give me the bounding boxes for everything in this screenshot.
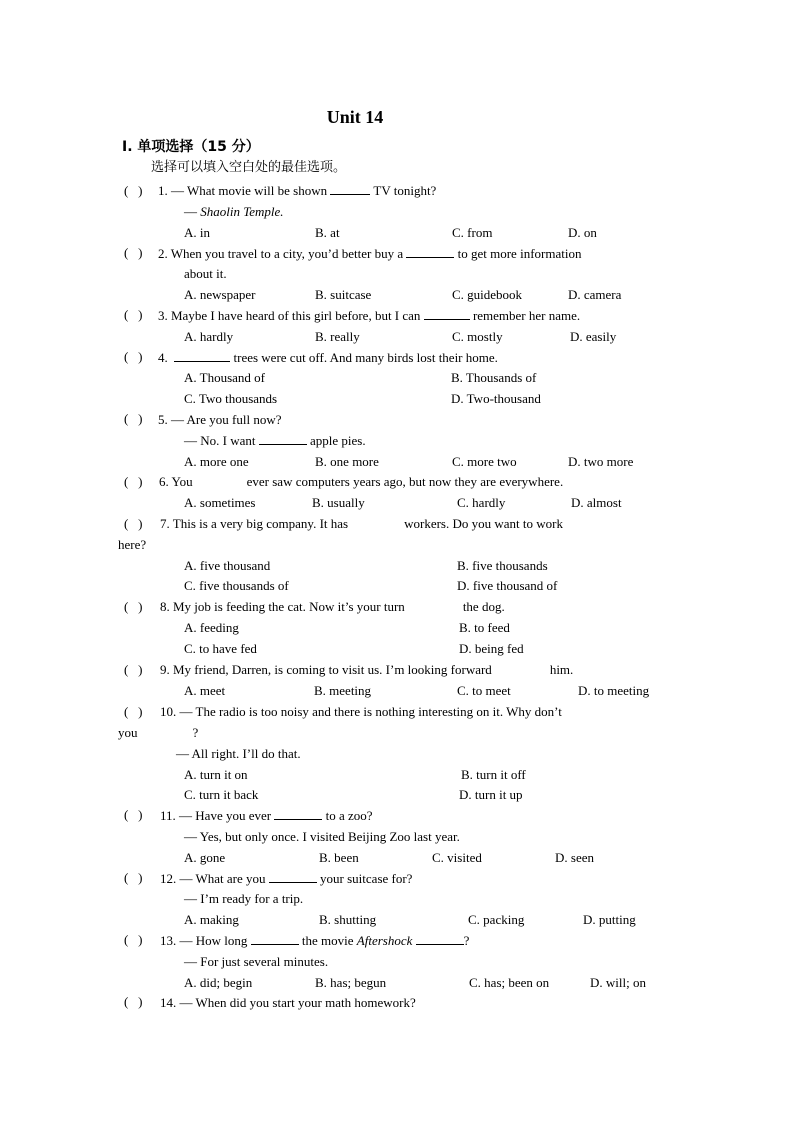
blank <box>251 933 299 945</box>
q9-option-d: D. to meeting <box>578 683 650 698</box>
q10-option-c: C. turn it back <box>184 787 259 802</box>
question-14: 14. — When did you start your math homework? <box>160 995 416 1010</box>
q9-option-c: C. to meet <box>457 683 511 698</box>
answer-paren-10[interactable]: ( ) <box>124 704 143 719</box>
q5-option-a: A. more one <box>184 454 249 469</box>
q6-option-b: B. usually <box>312 495 365 510</box>
answer-paren-2[interactable]: ( ) <box>124 245 143 260</box>
blank <box>330 183 370 195</box>
q13-option-d: D. will; on <box>590 975 646 990</box>
q2-continuation: about it. <box>184 266 227 281</box>
q9-option-a: A. meet <box>184 683 226 698</box>
q7-option-b: B. five thousands <box>457 558 548 573</box>
page-title: Unit 14 <box>326 107 384 127</box>
blank <box>424 308 470 320</box>
answer-paren-1[interactable]: ( ) <box>124 183 143 198</box>
q4-option-b: B. Thousands of <box>451 370 537 385</box>
q12-option-c: C. packing <box>468 912 525 927</box>
question-3: 3. Maybe I have heard of this girl before, but I can remember her name. <box>158 308 581 323</box>
question-13: 13. — How long the movie Aftershock ? <box>160 933 470 948</box>
q13-reply: — For just several minutes. <box>184 954 329 969</box>
answer-paren-3[interactable]: ( ) <box>124 307 143 322</box>
q11-reply: — Yes, but only once. I visited Beijing Zoo last year. <box>184 829 460 844</box>
section-heading: Ⅰ. 单项选择（15 分） <box>122 139 260 155</box>
q6-option-d: D. almost <box>571 495 622 510</box>
answer-paren-7[interactable]: ( ) <box>124 516 143 531</box>
q1-option-c: C. from <box>452 225 493 240</box>
q2-option-a: A. newspaper <box>184 287 256 302</box>
q7-option-d: D. five thousand of <box>457 578 558 593</box>
q1-reply: — Shaolin Temple. <box>184 204 284 219</box>
q2-option-c: C. guidebook <box>452 287 523 302</box>
q1-option-b: B. at <box>315 225 340 240</box>
blank <box>174 350 230 362</box>
q11-option-a: A. gone <box>184 850 226 865</box>
question-12: 12. — What are you your suitcase for? <box>160 871 413 886</box>
q11-option-c: C. visited <box>432 850 482 865</box>
q12-reply: — I’m ready for a trip. <box>184 891 304 906</box>
question-2: 2. When you travel to a city, you’d better buy a to get more information <box>158 246 582 261</box>
q12-option-d: D. putting <box>583 912 636 927</box>
q7-option-c: C. five thousands of <box>184 578 289 593</box>
answer-paren-8[interactable]: ( ) <box>124 599 143 614</box>
blank <box>259 433 307 445</box>
q5-option-b: B. one more <box>315 454 379 469</box>
question-5: 5. — Are you full now? <box>158 412 282 427</box>
q8-option-d: D. being fed <box>459 641 524 656</box>
question-8: 8. My job is feeding the cat. Now it’s your turn the dog. <box>160 599 505 614</box>
question-4: 4. trees were cut off. And many birds lost their home. <box>158 350 498 365</box>
q10-option-a: A. turn it on <box>184 767 248 782</box>
q2-option-d: D. camera <box>568 287 622 302</box>
q3-option-d: D. easily <box>570 329 617 344</box>
question-10: 10. — The radio is too noisy and there is nothing interesting on it. Why don’t <box>160 704 562 719</box>
question-11: 11. — Have you ever to a zoo? <box>160 808 373 823</box>
q8-option-c: C. to have fed <box>184 641 257 656</box>
q3-option-b: B. really <box>315 329 360 344</box>
q6-option-a: A. sometimes <box>184 495 256 510</box>
question-9: 9. My friend, Darren, is coming to visit us. I’m looking forward him. <box>160 662 574 677</box>
answer-paren-9[interactable]: ( ) <box>124 662 143 677</box>
q7-option-a: A. five thousand <box>184 558 271 573</box>
q12-option-a: A. making <box>184 912 239 927</box>
answer-paren-6[interactable]: ( ) <box>124 474 143 489</box>
q3-option-a: A. hardly <box>184 329 234 344</box>
blank <box>406 246 454 258</box>
q10-option-d: D. turn it up <box>459 787 523 802</box>
section-instruction: 选择可以填入空白处的最佳选项。 <box>151 160 347 175</box>
answer-paren-4[interactable]: ( ) <box>124 349 143 364</box>
q10-reply: — All right. I’ll do that. <box>176 746 301 761</box>
q4-option-d: D. Two-thousand <box>451 391 541 406</box>
q10-option-b: B. turn it off <box>461 767 526 782</box>
q13-option-b: B. has; begun <box>315 975 387 990</box>
blank <box>274 808 322 820</box>
q3-option-c: C. mostly <box>452 329 503 344</box>
q7-continuation: here? <box>118 537 147 552</box>
blank <box>416 933 464 945</box>
q2-option-b: B. suitcase <box>315 287 372 302</box>
question-1: 1. — What movie will be shown TV tonight? <box>158 183 437 198</box>
blank <box>269 871 317 883</box>
q1-option-a: A. in <box>184 225 210 240</box>
question-6: 6. You ever saw computers years ago, but now they are everywhere. <box>159 474 564 489</box>
q10-continuation: you ? <box>118 725 199 740</box>
q8-option-b: B. to feed <box>459 620 510 635</box>
q1-option-d: D. on <box>568 225 597 240</box>
q5-option-c: C. more two <box>452 454 517 469</box>
q9-option-b: B. meeting <box>314 683 372 698</box>
q6-option-c: C. hardly <box>457 495 506 510</box>
answer-paren-12[interactable]: ( ) <box>124 870 143 885</box>
q5-option-d: D. two more <box>568 454 634 469</box>
q8-option-a: A. feeding <box>184 620 239 635</box>
question-7: 7. This is a very big company. It has workers. Do you want to work <box>160 516 563 531</box>
q13-option-a: A. did; begin <box>184 975 253 990</box>
answer-paren-5[interactable]: ( ) <box>124 411 143 426</box>
q4-option-a: A. Thousand of <box>184 370 266 385</box>
q4-option-c: C. Two thousands <box>184 391 278 406</box>
answer-paren-11[interactable]: ( ) <box>124 807 143 822</box>
answer-paren-14[interactable]: ( ) <box>124 994 143 1009</box>
q5-reply: — No. I want apple pies. <box>184 433 366 448</box>
q11-option-d: D. seen <box>555 850 594 865</box>
q11-option-b: B. been <box>319 850 359 865</box>
q12-option-b: B. shutting <box>319 912 377 927</box>
q13-option-c: C. has; been on <box>469 975 550 990</box>
answer-paren-13[interactable]: ( ) <box>124 932 143 947</box>
